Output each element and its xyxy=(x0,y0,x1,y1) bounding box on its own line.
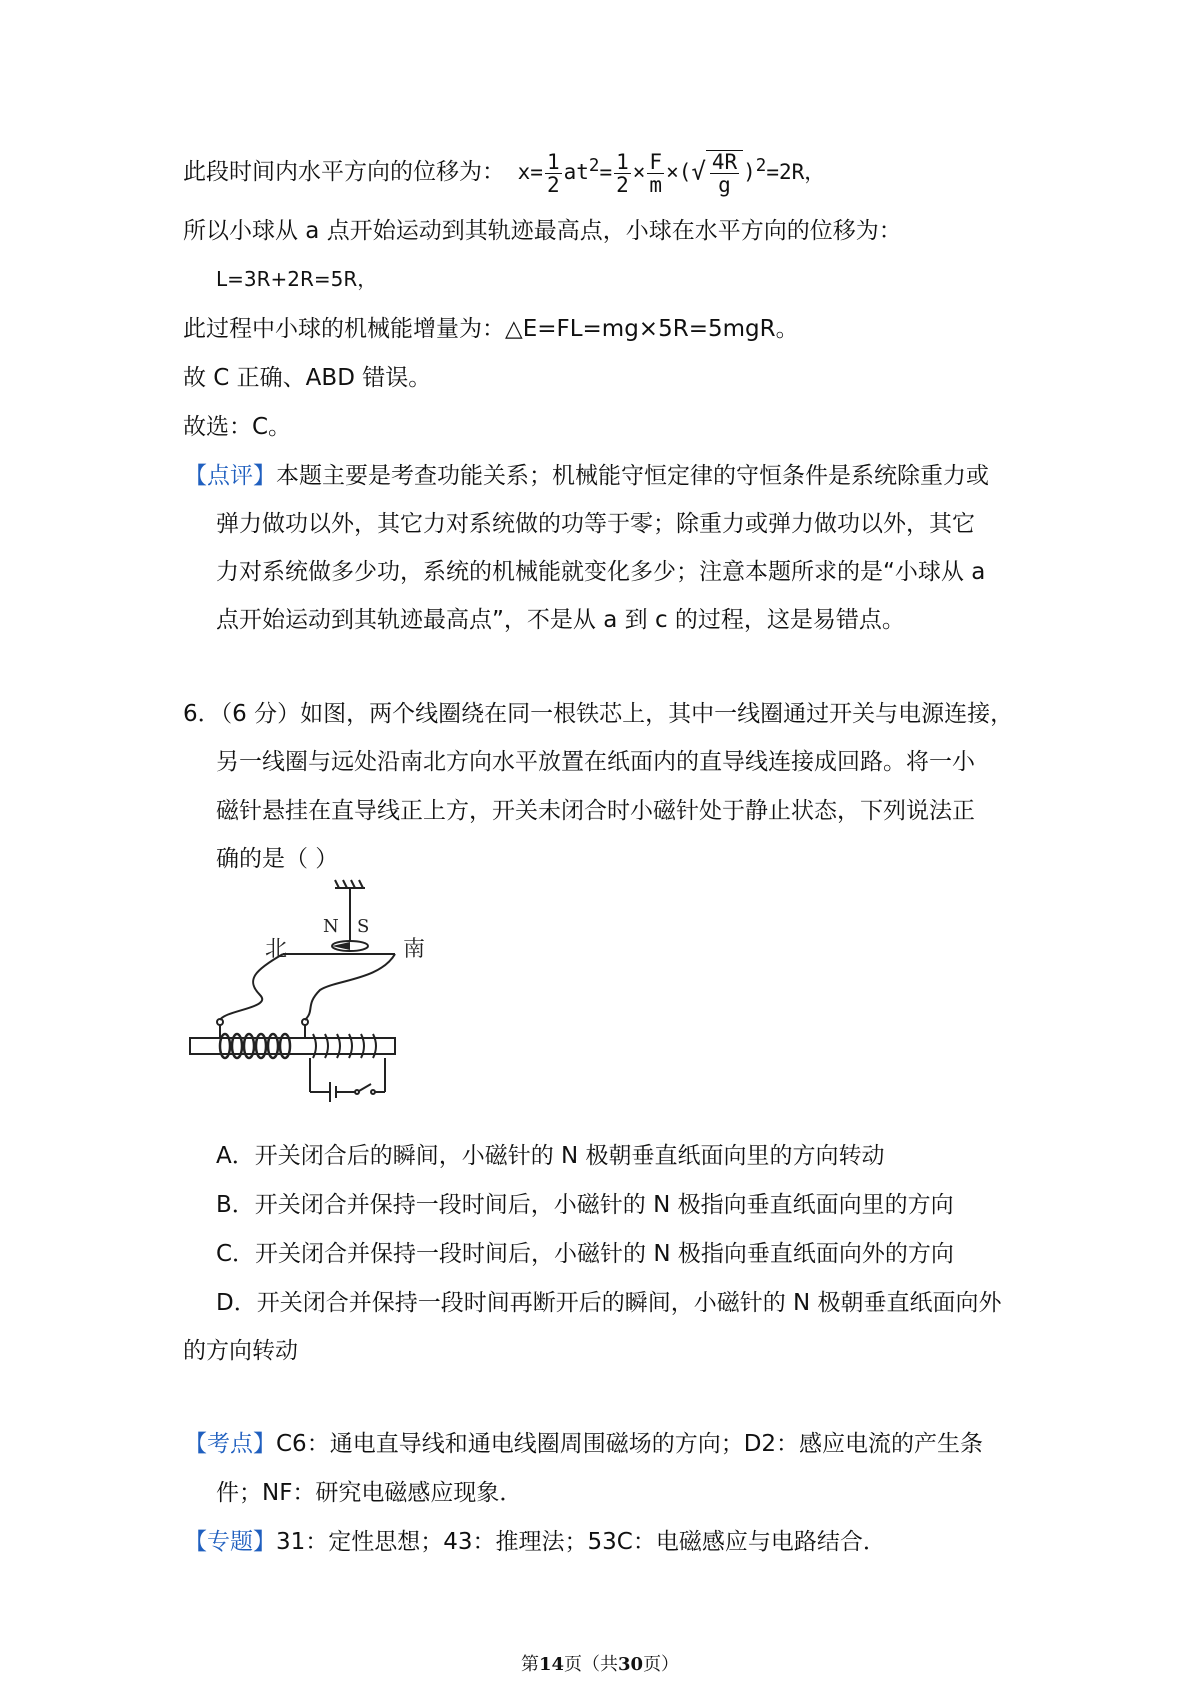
formula-at: at xyxy=(563,160,589,184)
review-line-3: 力对系统做多少功，系统的机械能就变化多少；注意本题所求的是“小球从 a xyxy=(216,559,986,585)
zhuanti-tag: 【专题】 xyxy=(184,1529,276,1555)
footer-middle: 页（共 xyxy=(564,1654,618,1675)
frac-num: 1 xyxy=(616,149,629,174)
north-label: 北 xyxy=(265,937,288,962)
coil-circuit-figure xyxy=(185,870,435,1110)
solution-line-3: L=3R+2R=5R， xyxy=(216,267,378,291)
option-b: B．开关闭合并保持一段时间后，小磁针的 N 极指向垂直纸面向里的方向 xyxy=(216,1192,954,1218)
footer-total-pages: 30 xyxy=(618,1654,644,1675)
formula-paren: ) xyxy=(743,160,756,184)
formula-times: × xyxy=(666,160,679,184)
question-line-2: 另一线圈与远处沿南北方向水平放置在纸面内的直导线连接成回路。将一小 xyxy=(216,749,975,775)
formula-eq: = xyxy=(599,160,613,184)
option-d-line-1: D．开关闭合并保持一段时间再断开后的瞬间，小磁针的 N 极朝垂直纸面向外 xyxy=(216,1290,1002,1316)
question-line-1: 6．（6 分）如图，两个线圈绕在同一根铁芯上，其中一线圈通过开关与电源连接， xyxy=(183,701,1014,727)
kaodian-line-2: 件；NF：研究电磁感应现象． xyxy=(216,1480,523,1506)
option-d-line-2: 的方向转动 xyxy=(183,1338,298,1364)
formula-frac-4r-g xyxy=(710,151,739,196)
frac-den: 2 xyxy=(616,172,629,197)
frac-num: 4R xyxy=(711,150,738,174)
zhuanti-line-1 xyxy=(184,1526,886,1558)
formula-frac-half-1 xyxy=(545,151,562,196)
footer-page-number: 14 xyxy=(538,1654,564,1675)
south-label: 南 xyxy=(403,937,426,962)
review-line-2: 弹力做功以外，其它力对系统做的功等于零；除重力或弹力做功以外，其它 xyxy=(216,511,975,537)
page-footer xyxy=(0,1650,1200,1676)
option-a: A．开关闭合后的瞬间，小磁针的 N 极朝垂直纸面向里的方向转动 xyxy=(216,1143,885,1169)
formula-x: x= xyxy=(517,160,543,184)
formula-times: × xyxy=(632,160,646,184)
frac-num: F xyxy=(649,149,663,174)
solution-line-6: 故选：C。 xyxy=(183,414,292,440)
displacement-formula xyxy=(505,149,826,197)
displacement-line xyxy=(183,150,825,196)
frac-den: 2 xyxy=(546,172,560,197)
frac-den: m xyxy=(649,172,663,197)
review-tag: 【点评】 xyxy=(184,463,276,489)
solution-line-2: 所以小球从 a 点开始运动到其轨迹最高点，小球在水平方向的位移为： xyxy=(183,218,902,244)
formula-sqrt: √ $\frac{4R}{g}$ xyxy=(691,150,743,196)
formula-sup: 2 xyxy=(588,156,600,176)
formula-frac-half-2 xyxy=(614,151,631,196)
frac-num: 1 xyxy=(546,149,560,174)
footer-prefix: 第 xyxy=(520,1654,539,1675)
needle-s-label: S xyxy=(357,916,370,937)
formula-paren: ( xyxy=(678,160,692,184)
frac-den: g xyxy=(718,173,731,197)
review-text: 本题主要是考查功能关系；机械能守恒定律的守恒条件是系统除重力或 xyxy=(276,463,989,489)
question-line-3: 磁针悬挂在直导线正上方，开关未闭合时小磁针处于静止状态，下列说法正 xyxy=(216,798,975,824)
option-c: C．开关闭合并保持一段时间后，小磁针的 N 极指向垂直纸面向外的方向 xyxy=(216,1241,954,1267)
kaodian-tag: 【考点】 xyxy=(184,1431,276,1457)
needle-n-label: N xyxy=(323,916,339,937)
solution-line-5: 故 C 正确、ABD 错误。 xyxy=(183,365,432,391)
review-line-4: 点开始运动到其轨迹最高点”，不是从 a 到 c 的过程，这是易错点。 xyxy=(216,607,905,633)
footer-suffix: 页） xyxy=(643,1654,680,1675)
displacement-prefix: 此段时间内水平方向的位移为： xyxy=(183,159,505,185)
kaodian-text: C6：通电直导线和通电线圈周围磁场的方向；D2：感应电流的产生条 xyxy=(276,1431,984,1457)
formula-result: =2R， xyxy=(766,160,826,184)
question-line-4: 确的是（ ） xyxy=(216,846,339,872)
solution-line-4: 此过程中小球的机械能增量为：△E=FL=mg×5R=5mgR。 xyxy=(183,316,799,342)
review-line-1 xyxy=(184,460,989,492)
formula-sup: 2 xyxy=(755,156,767,176)
zhuanti-text: 31：定性思想；43：推理法；53C：电磁感应与电路结合． xyxy=(276,1529,886,1555)
kaodian-line-1 xyxy=(184,1428,983,1460)
formula-frac-f-m xyxy=(647,151,664,196)
